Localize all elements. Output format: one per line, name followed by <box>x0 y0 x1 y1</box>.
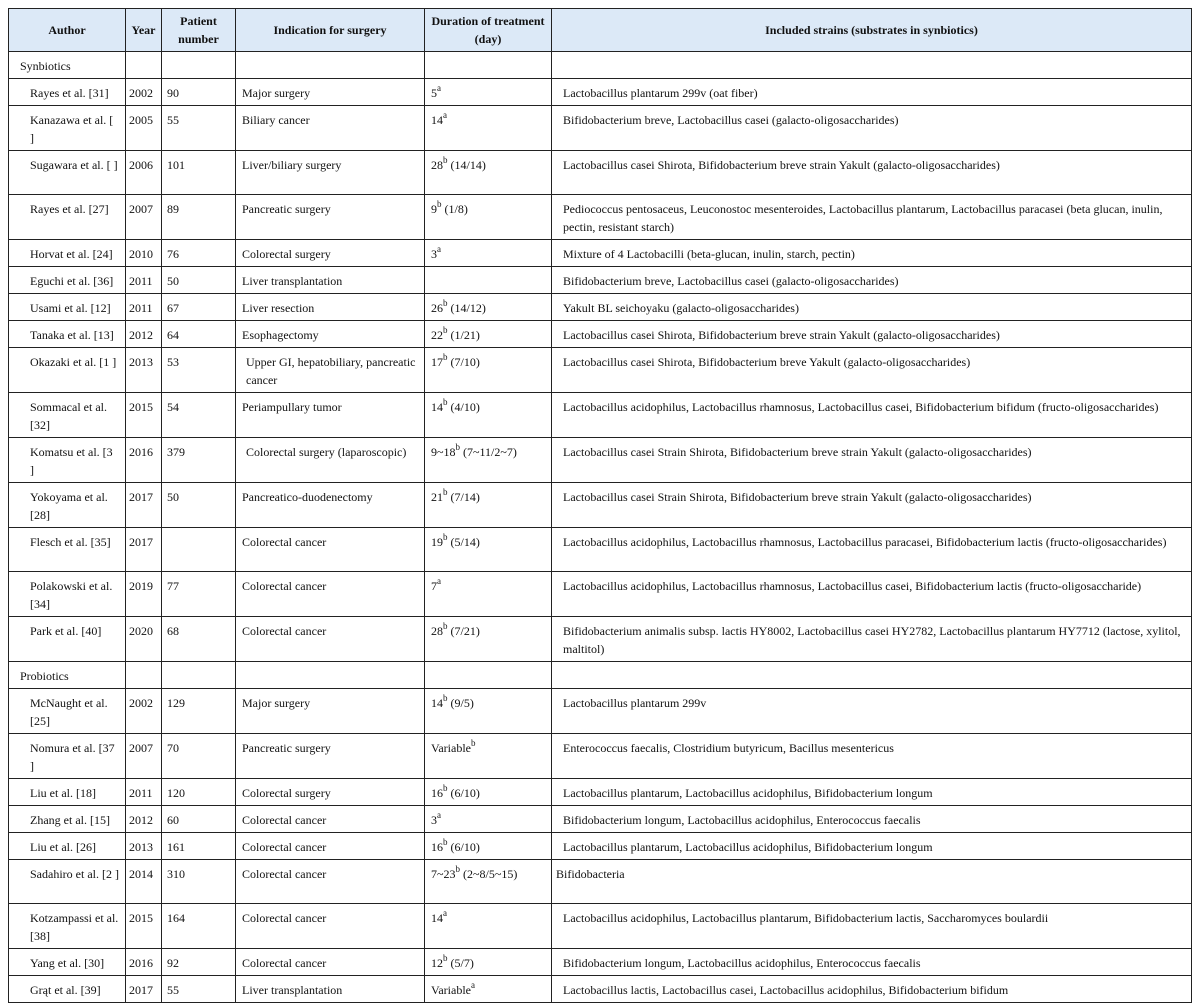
duration-value: 28 <box>431 158 443 172</box>
duration-value: Variable <box>431 983 471 997</box>
cell-year: 2014 <box>126 860 162 904</box>
cell-patient-number: 70 <box>162 734 236 779</box>
duration-footnote-mark: b <box>443 837 448 847</box>
cell-author: Liu et al. [26] <box>9 833 126 860</box>
header-strains: Included strains (substrates in synbiotics) <box>552 9 1192 52</box>
empty-cell <box>552 662 1192 689</box>
empty-cell <box>162 52 236 79</box>
cell-year: 2012 <box>126 806 162 833</box>
header-patient-number: Patient number <box>162 9 236 52</box>
cell-indication: Liver resection <box>236 294 425 321</box>
cell-author: Sadahiro et al. [2 ] <box>9 860 126 904</box>
cell-patient-number: 76 <box>162 240 236 267</box>
table-row <box>9 151 1192 195</box>
cell-strains: Lactobacillus plantarum 299v <box>552 689 1192 734</box>
table-row <box>9 267 1192 294</box>
cell-patient-number: 379 <box>162 438 236 483</box>
duration-breakdown: (7~11/2~7) <box>460 445 517 459</box>
cell-year: 2011 <box>126 294 162 321</box>
cell-strains: Lactobacillus casei Shirota, Bifidobacterium breve strain Yakult (galacto-oligosaccharides) <box>552 321 1192 348</box>
cell-duration <box>425 806 552 833</box>
cell-author: Sugawara et al. [ ] <box>9 151 126 195</box>
cell-patient-number: 50 <box>162 267 236 294</box>
duration-breakdown: (14/12) <box>447 301 486 315</box>
duration-value: 22 <box>431 328 443 342</box>
cell-year: 2007 <box>126 734 162 779</box>
cell-year: 2013 <box>126 348 162 393</box>
cell-indication: Periampullary tumor <box>236 393 425 438</box>
duration-value: 16 <box>431 840 443 854</box>
cell-duration <box>425 240 552 267</box>
empty-cell <box>126 52 162 79</box>
table-body <box>9 52 1192 1003</box>
table-row <box>9 195 1192 240</box>
table-row <box>9 348 1192 393</box>
table-row <box>9 483 1192 528</box>
header-row <box>9 9 1192 52</box>
table-container <box>8 8 1192 1003</box>
cell-patient-number: 89 <box>162 195 236 240</box>
cell-patient-number: 90 <box>162 79 236 106</box>
duration-footnote-mark: b <box>470 738 476 748</box>
cell-strains: Bifidobacterium breve, Lactobacillus casei (galacto-oligosaccharides) <box>552 106 1192 151</box>
table-row <box>9 734 1192 779</box>
cell-indication: Colorectal surgery (laparoscopic) <box>236 438 425 483</box>
cell-strains: Bifidobacterium animalis subsp. lactis HY8002, Lactobacillus casei HY2782, Lactobacillus plantarum HY7712 (lactose, xylitol, maltitol) <box>552 617 1192 662</box>
cell-strains: Pediococcus pentosaceus, Leuconostoc mesenteroides, Lactobacillus plantarum, Lactobacillus paracasei (beta glucan, inulin, pectin, resistant starch) <box>552 195 1192 240</box>
cell-strains: Bifidobacterium longum, Lactobacillus acidophilus, Enterococcus faecalis <box>552 949 1192 976</box>
empty-cell <box>425 52 552 79</box>
cell-year: 2017 <box>126 483 162 528</box>
table-row <box>9 438 1192 483</box>
cell-indication: Colorectal cancer <box>236 860 425 904</box>
duration-breakdown: (6/10) <box>447 786 480 800</box>
cell-patient-number: 60 <box>162 806 236 833</box>
duration-breakdown: (7/14) <box>447 490 480 504</box>
duration-breakdown: (6/10) <box>447 840 480 854</box>
cell-patient-number: 55 <box>162 976 236 1003</box>
duration-value: 14 <box>431 696 443 710</box>
duration-footnote-mark: b <box>443 487 448 497</box>
cell-indication: Colorectal cancer <box>236 949 425 976</box>
cell-author: Eguchi et al. [36] <box>9 267 126 294</box>
table-row <box>9 321 1192 348</box>
duration-footnote-mark: a <box>443 110 447 120</box>
cell-author: Polakowski et al. [34] <box>9 572 126 617</box>
cell-year: 2012 <box>126 321 162 348</box>
table-row <box>9 240 1192 267</box>
cell-indication: Major surgery <box>236 79 425 106</box>
table-row <box>9 904 1192 949</box>
cell-duration <box>425 106 552 151</box>
duration-footnote-mark: a <box>437 810 441 820</box>
cell-indication: Major surgery <box>236 689 425 734</box>
cell-strains: Bifidobacteria <box>552 860 1192 904</box>
duration-footnote-mark: b <box>455 442 460 452</box>
cell-author: Komatsu et al. [3 ] <box>9 438 126 483</box>
cell-strains: Bifidobacterium breve, Lactobacillus casei (galacto-oligosaccharides) <box>552 267 1192 294</box>
cell-duration <box>425 689 552 734</box>
cell-duration <box>425 833 552 860</box>
duration-footnote-mark: b <box>443 783 448 793</box>
cell-author: McNaught et al. [25] <box>9 689 126 734</box>
cell-duration <box>425 483 552 528</box>
cell-year: 2016 <box>126 949 162 976</box>
cell-year: 2015 <box>126 393 162 438</box>
duration-breakdown: (5/7) <box>447 956 474 970</box>
duration-value: 14 <box>431 400 443 414</box>
cell-indication: Colorectal cancer <box>236 833 425 860</box>
empty-cell <box>236 52 425 79</box>
section-row <box>9 52 1192 79</box>
cell-duration <box>425 949 552 976</box>
cell-strains: Lactobacillus casei Shirota, Bifidobacterium breve strain Yakult (galacto-oligosaccharides) <box>552 151 1192 195</box>
cell-strains: Lactobacillus lactis, Lactobacillus casei, Lactobacillus acidophilus, Bifidobacterium bifidum <box>552 976 1192 1003</box>
cell-year: 2017 <box>126 976 162 1003</box>
table-row <box>9 806 1192 833</box>
cell-strains: Lactobacillus casei Strain Shirota, Bifidobacterium breve strain Yakult (galacto-oligosaccharides) <box>552 483 1192 528</box>
duration-breakdown: (7/21) <box>447 624 480 638</box>
table-row <box>9 976 1192 1003</box>
cell-duration <box>425 393 552 438</box>
cell-author: Rayes et al. [27] <box>9 195 126 240</box>
cell-author: Usami et al. [12] <box>9 294 126 321</box>
duration-value: 5 <box>431 86 437 100</box>
cell-strains: Lactobacillus plantarum 299v (oat fiber) <box>552 79 1192 106</box>
cell-duration <box>425 904 552 949</box>
cell-patient-number: 164 <box>162 904 236 949</box>
cell-strains: Lactobacillus acidophilus, Lactobacillus rhamnosus, Lactobacillus paracasei, Bifidobacterium lactis (fructo-oligosaccharides) <box>552 528 1192 572</box>
duration-footnote-mark: a <box>470 980 475 990</box>
empty-cell <box>425 662 552 689</box>
cell-strains: Lactobacillus plantarum, Lactobacillus acidophilus, Bifidobacterium longum <box>552 833 1192 860</box>
cell-indication: Liver transplantation <box>236 267 425 294</box>
cell-strains: Enterococcus faecalis, Clostridium butyricum, Bacillus mesentericus <box>552 734 1192 779</box>
cell-author: Park et al. [40] <box>9 617 126 662</box>
cell-indication: Liver transplantation <box>236 976 425 1003</box>
duration-value: 19 <box>431 535 443 549</box>
duration-value: 14 <box>431 911 443 925</box>
cell-strains: Lactobacillus casei Strain Shirota, Bifidobacterium breve strain Yakult (galacto-oligosaccharides) <box>552 438 1192 483</box>
cell-indication: Biliary cancer <box>236 106 425 151</box>
cell-indication: Colorectal cancer <box>236 572 425 617</box>
cell-year: 2002 <box>126 689 162 734</box>
cell-year: 2015 <box>126 904 162 949</box>
duration-footnote-mark: b <box>443 397 448 407</box>
duration-footnote-mark: b <box>443 693 448 703</box>
duration-footnote-mark: b <box>443 352 448 362</box>
strains-table <box>8 8 1192 1003</box>
cell-duration <box>425 348 552 393</box>
duration-value: 3 <box>431 813 437 827</box>
duration-breakdown: (4/10) <box>447 400 480 414</box>
cell-author: Liu et al. [18] <box>9 779 126 806</box>
duration-breakdown: (14/14) <box>447 158 486 172</box>
duration-value: 28 <box>431 624 443 638</box>
table-row <box>9 779 1192 806</box>
table-row <box>9 833 1192 860</box>
cell-duration <box>425 294 552 321</box>
duration-footnote-mark: a <box>443 908 447 918</box>
duration-value: Variable <box>431 741 471 755</box>
cell-author: Yang et al. [30] <box>9 949 126 976</box>
table-row <box>9 949 1192 976</box>
cell-indication: Colorectal cancer <box>236 904 425 949</box>
cell-indication: Colorectal cancer <box>236 806 425 833</box>
cell-strains: Yakult BL seichoyaku (galacto-oligosaccharides) <box>552 294 1192 321</box>
cell-indication: Esophagectomy <box>236 321 425 348</box>
table-row <box>9 528 1192 572</box>
cell-author: Rayes et al. [31] <box>9 79 126 106</box>
cell-year: 2019 <box>126 572 162 617</box>
cell-year: 2010 <box>126 240 162 267</box>
duration-footnote-mark: b <box>443 532 448 542</box>
cell-duration <box>425 976 552 1003</box>
duration-value: 9~18 <box>431 445 456 459</box>
cell-strains: Lactobacillus plantarum, Lactobacillus acidophilus, Bifidobacterium longum <box>552 779 1192 806</box>
cell-indication: Pancreatic surgery <box>236 734 425 779</box>
cell-duration <box>425 617 552 662</box>
duration-breakdown: (2~8/5~15) <box>460 867 518 881</box>
cell-author: Grąt et al. [39] <box>9 976 126 1003</box>
cell-author: Yokoyama et al. [28] <box>9 483 126 528</box>
header-year: Year <box>126 9 162 52</box>
cell-duration <box>425 572 552 617</box>
cell-patient-number: 92 <box>162 949 236 976</box>
cell-patient-number: 53 <box>162 348 236 393</box>
duration-value: 14 <box>431 113 443 127</box>
cell-author: Okazaki et al. [1 ] <box>9 348 126 393</box>
cell-strains: Lactobacillus casei Shirota, Bifidobacterium breve Yakult (galacto-oligosaccharides) <box>552 348 1192 393</box>
table-row <box>9 106 1192 151</box>
cell-author: Kotzampassi et al. [38] <box>9 904 126 949</box>
section-label: Probiotics <box>9 662 126 689</box>
cell-indication: Colorectal surgery <box>236 240 425 267</box>
table-row <box>9 79 1192 106</box>
cell-indication: Colorectal surgery <box>236 779 425 806</box>
table-row <box>9 572 1192 617</box>
empty-cell <box>126 662 162 689</box>
cell-indication: Colorectal cancer <box>236 617 425 662</box>
cell-year: 2007 <box>126 195 162 240</box>
header-author: Author <box>9 9 126 52</box>
duration-breakdown: (9/5) <box>447 696 474 710</box>
cell-patient-number: 310 <box>162 860 236 904</box>
cell-duration <box>425 734 552 779</box>
duration-footnote-mark: a <box>437 576 441 586</box>
cell-year: 2011 <box>126 779 162 806</box>
table-row <box>9 617 1192 662</box>
cell-year: 2013 <box>126 833 162 860</box>
empty-cell <box>236 662 425 689</box>
duration-footnote-mark: b <box>443 953 448 963</box>
duration-value: 12 <box>431 956 443 970</box>
cell-indication: Pancreatico-duodenectomy <box>236 483 425 528</box>
duration-value: 26 <box>431 301 443 315</box>
cell-duration <box>425 151 552 195</box>
cell-duration <box>425 528 552 572</box>
cell-strains: Lactobacillus acidophilus, Lactobacillus plantarum, Bifidobacterium lactis, Saccharomyces boulardii <box>552 904 1192 949</box>
table-row <box>9 393 1192 438</box>
duration-footnote-mark: a <box>437 83 441 93</box>
duration-footnote-mark: b <box>437 199 442 209</box>
empty-cell <box>552 52 1192 79</box>
duration-value: 21 <box>431 490 443 504</box>
duration-value: 7~23 <box>431 867 456 881</box>
cell-patient-number <box>162 528 236 572</box>
cell-author: Horvat et al. [24] <box>9 240 126 267</box>
cell-indication: Colorectal cancer <box>236 528 425 572</box>
section-row <box>9 662 1192 689</box>
duration-value: 17 <box>431 355 443 369</box>
duration-breakdown: (1/8) <box>441 202 468 216</box>
empty-cell <box>162 662 236 689</box>
table-row <box>9 689 1192 734</box>
cell-author: Zhang et al. [15] <box>9 806 126 833</box>
cell-author: Tanaka et al. [13] <box>9 321 126 348</box>
cell-patient-number: 64 <box>162 321 236 348</box>
cell-duration <box>425 438 552 483</box>
duration-breakdown: (5/14) <box>447 535 480 549</box>
duration-value: 7 <box>431 579 437 593</box>
duration-footnote-mark: b <box>443 325 448 335</box>
cell-patient-number: 55 <box>162 106 236 151</box>
cell-duration <box>425 779 552 806</box>
header-duration: Duration of treatment (day) <box>425 9 552 52</box>
cell-year: 2005 <box>126 106 162 151</box>
section-label: Synbiotics <box>9 52 126 79</box>
cell-patient-number: 50 <box>162 483 236 528</box>
cell-author: Flesch et al. [35] <box>9 528 126 572</box>
cell-duration <box>425 860 552 904</box>
cell-strains: Mixture of 4 Lactobacilli (beta-glucan, inulin, starch, pectin) <box>552 240 1192 267</box>
cell-author: Nomura et al. [37 ] <box>9 734 126 779</box>
cell-duration <box>425 195 552 240</box>
cell-year: 2017 <box>126 528 162 572</box>
duration-footnote-mark: b <box>455 864 460 874</box>
cell-patient-number: 54 <box>162 393 236 438</box>
cell-strains: Bifidobacterium longum, Lactobacillus acidophilus, Enterococcus faecalis <box>552 806 1192 833</box>
duration-breakdown: (7/10) <box>447 355 480 369</box>
duration-value: 3 <box>431 247 437 261</box>
cell-year: 2016 <box>126 438 162 483</box>
table-row <box>9 860 1192 904</box>
cell-indication: Pancreatic surgery <box>236 195 425 240</box>
table-row <box>9 294 1192 321</box>
cell-patient-number: 120 <box>162 779 236 806</box>
cell-patient-number: 67 <box>162 294 236 321</box>
cell-year: 2011 <box>126 267 162 294</box>
duration-breakdown: (1/21) <box>447 328 480 342</box>
cell-year: 2006 <box>126 151 162 195</box>
cell-duration <box>425 321 552 348</box>
cell-patient-number: 68 <box>162 617 236 662</box>
cell-author: Sommacal et al. [32] <box>9 393 126 438</box>
duration-footnote-mark: a <box>437 244 441 254</box>
cell-year: 2002 <box>126 79 162 106</box>
cell-patient-number: 161 <box>162 833 236 860</box>
cell-year: 2020 <box>126 617 162 662</box>
duration-value: 16 <box>431 786 443 800</box>
cell-indication: Liver/biliary surgery <box>236 151 425 195</box>
cell-duration <box>425 267 552 294</box>
duration-footnote-mark: b <box>443 298 448 308</box>
cell-author: Kanazawa et al. [ ] <box>9 106 126 151</box>
cell-patient-number: 101 <box>162 151 236 195</box>
duration-value: 9 <box>431 202 437 216</box>
cell-indication: Upper GI, hepatobiliary, pancreatic cancer <box>236 348 425 393</box>
duration-footnote-mark: b <box>443 155 448 165</box>
duration-footnote-mark: b <box>443 621 448 631</box>
cell-patient-number: 129 <box>162 689 236 734</box>
header-indication: Indication for surgery <box>236 9 425 52</box>
cell-strains: Lactobacillus acidophilus, Lactobacillus rhamnosus, Lactobacillus casei, Bifidobacterium bifidum (fructo-oligosaccharides) <box>552 393 1192 438</box>
cell-duration <box>425 79 552 106</box>
cell-strains: Lactobacillus acidophilus, Lactobacillus rhamnosus, Lactobacillus casei, Bifidobacterium lactis (fructo-oligosaccharide) <box>552 572 1192 617</box>
cell-patient-number: 77 <box>162 572 236 617</box>
